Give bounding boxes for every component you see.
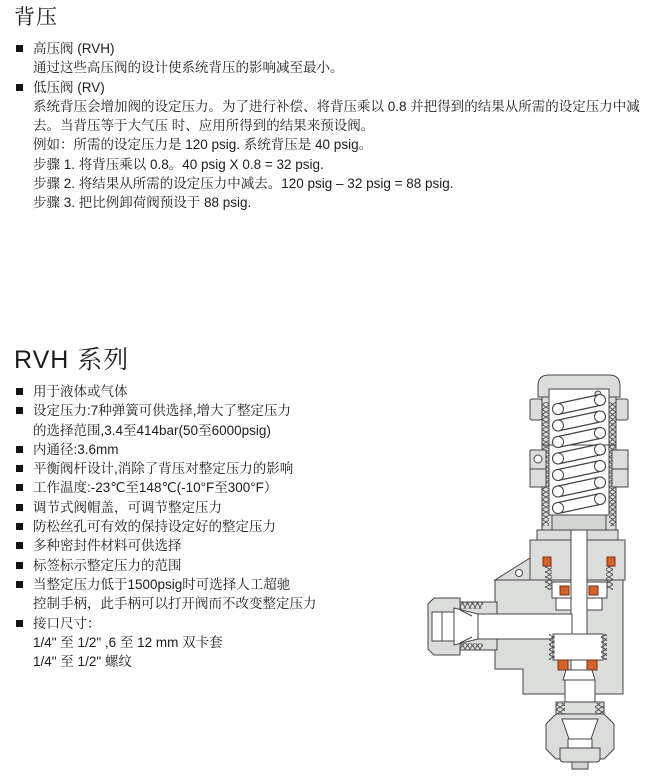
rvh-feature-list <box>14 382 424 671</box>
bullet-text: 的选择范围,3.4至414bar(50至6000psig) <box>33 422 271 438</box>
bullet-text: 通过这些高压阀的设计使系统背压的影响减至最小。 <box>33 60 344 76</box>
bullet-square-icon <box>16 523 23 530</box>
bullet-square-icon <box>16 45 23 52</box>
poppet <box>563 670 595 680</box>
spring-seat <box>552 515 606 530</box>
list-item <box>14 39 662 78</box>
bullet-text: 步骤 2. 将结果从所需的设定压力中减去。120 psig – 32 psig = 88 psig. <box>33 176 454 192</box>
bullet-text: 控制手柄，此手柄可以打开阀而不改变整定压力 <box>33 596 317 612</box>
backpressure-section <box>14 4 662 213</box>
bullet-text: 步骤 1. 将背压乘以 0.8。40 psig X 0.8 = 32 psig. <box>33 156 324 172</box>
bullet-text: 标签标示整定压力的范围 <box>33 557 182 573</box>
list-item <box>14 517 424 536</box>
bullet-text: 1/4" 至 1/2" ,6 至 12 mm 双卡套 <box>33 634 223 650</box>
backpressure-list <box>14 39 662 213</box>
list-item <box>14 382 424 401</box>
bullet-square-icon <box>16 581 23 588</box>
list-item <box>14 401 424 440</box>
bullet-square-icon <box>16 484 23 491</box>
list-item <box>14 478 424 497</box>
list-item <box>14 575 424 614</box>
page-title: 背压 <box>14 6 58 29</box>
bullet-square-icon <box>16 504 23 511</box>
bullet-text: 步骤 3. 把比例卸荷阀预设于 88 psig. <box>33 195 252 211</box>
bullet-text: 当整定压力低于1500psig时可选择人工超驰 <box>33 576 291 592</box>
list-item <box>14 614 424 672</box>
bullet-square-icon <box>16 84 23 91</box>
bullet-text: 1/4" 至 1/2" 螺纹 <box>33 654 132 670</box>
bullet-text: 系统背压会增加阀的设定压力。为了进行补偿、将背压乘以 0.8 并把得到的结果从所需的设定压力中减去。当背压等于大气压 时、应用所得到的结果来预设阀。 <box>33 98 640 134</box>
bullet-text: 工作温度:-23℃至148℃(-10°F至300°F） <box>33 480 278 496</box>
valve-cross-section-diagram <box>420 362 666 775</box>
rvh-series-section <box>14 344 424 671</box>
bullet-square-icon <box>16 620 23 627</box>
mounting-gusset <box>495 558 530 580</box>
bullet-square-icon <box>16 388 23 395</box>
bullet-square-icon <box>16 446 23 453</box>
series-title: RVH 系列 <box>14 346 130 374</box>
bullet-text: 用于液体或气体 <box>33 384 128 399</box>
bullet-text: 防松丝孔可有效的保持设定好的整定压力 <box>33 519 276 535</box>
list-item <box>14 556 424 575</box>
list-item <box>14 498 424 517</box>
list-item <box>14 536 424 555</box>
bullet-square-icon <box>16 562 23 569</box>
bullet-text: 设定压力:7种弹簧可供选择,增大了整定压力 <box>33 403 292 419</box>
bullet-text: 例如：所需的设定压力是 120 psig. 系统背压是 40 psig。 <box>33 137 373 153</box>
bullet-text: 多种密封件材料可供选择 <box>33 538 182 554</box>
bullet-square-icon <box>16 542 23 549</box>
bullet-square-icon <box>16 407 23 414</box>
bullet-text: 内通径:3.6mm <box>33 441 119 457</box>
bullet-square-icon <box>16 465 23 472</box>
list-item <box>14 78 662 213</box>
bullet-label: 低压阀 (RV) <box>33 79 105 95</box>
list-item <box>14 440 424 459</box>
bullet-text: 平衡阀杆设计,消除了背压对整定压力的影响 <box>33 461 294 477</box>
bullet-text: 调节式阀帽盖，可调节整定压力 <box>33 499 222 515</box>
bullet-label: 高压阀 (RVH) <box>33 41 115 56</box>
list-item <box>14 459 424 478</box>
bullet-text: 接口尺寸： <box>33 615 101 631</box>
